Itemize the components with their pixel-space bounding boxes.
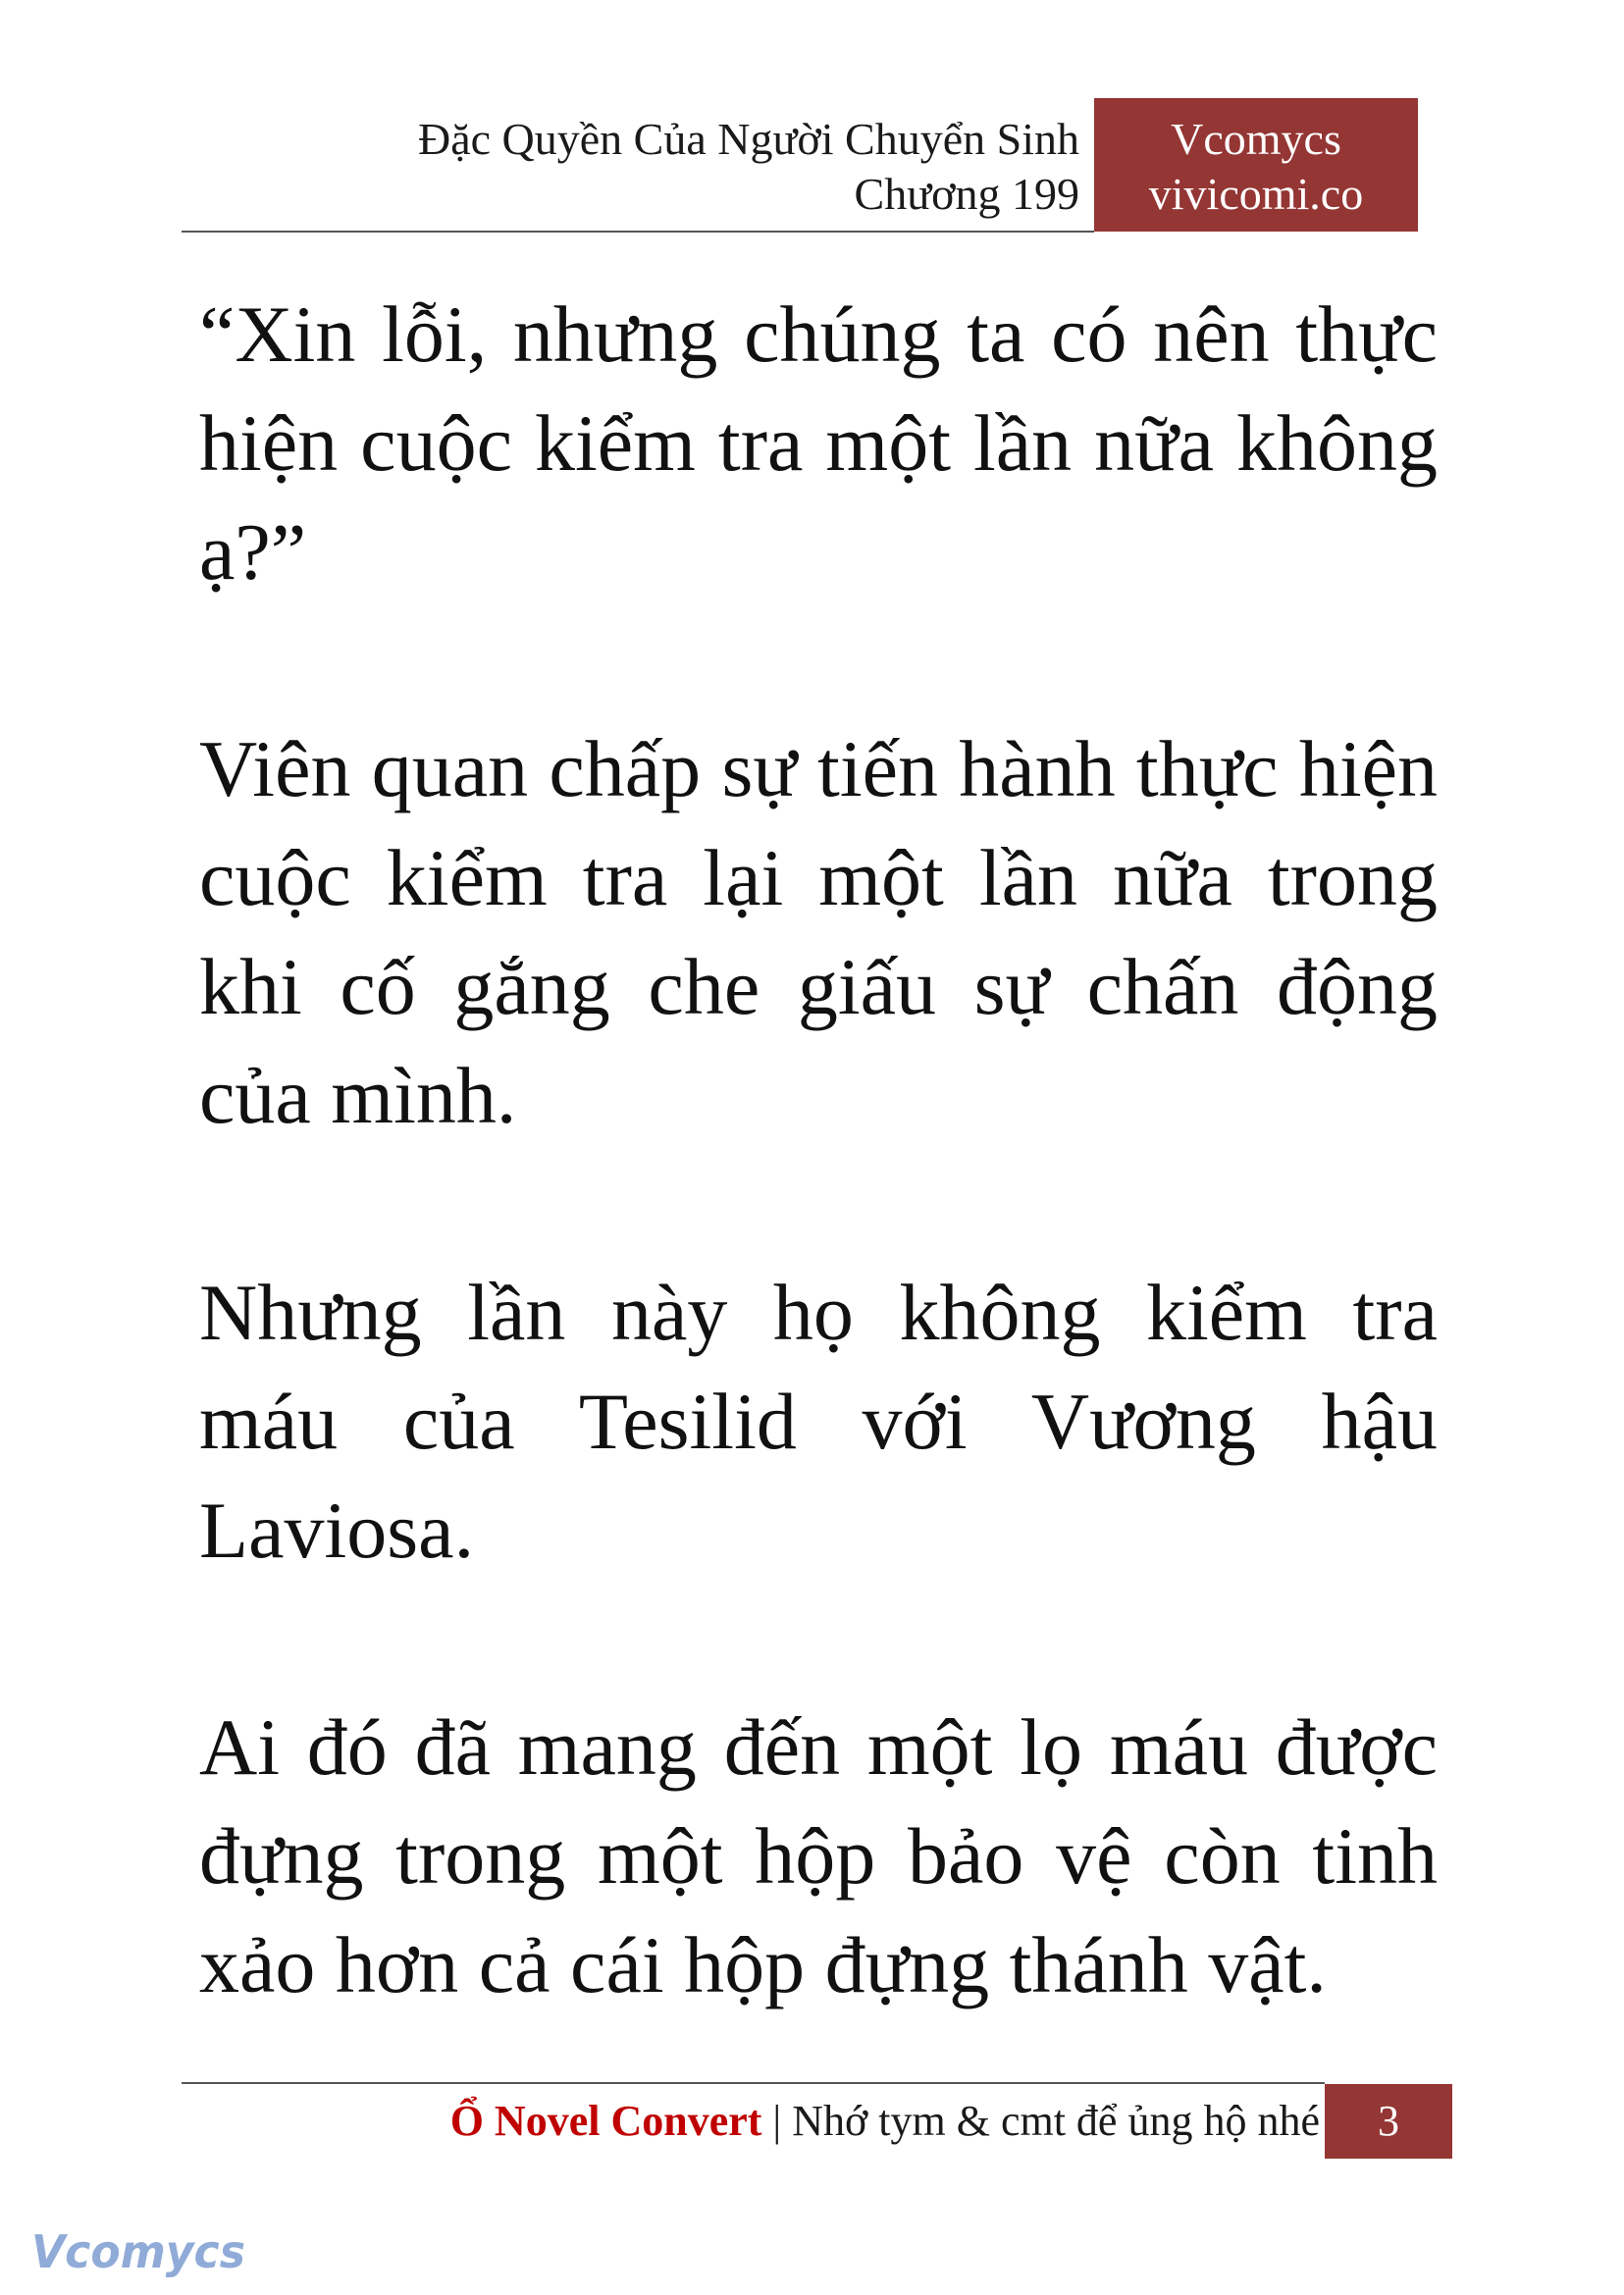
vcomycs-watermark-logo [27, 2222, 253, 2281]
book-title: Đặc Quyền Của Người Chuyển Sinh [417, 114, 1079, 164]
site-badge-name: Vcomycs [1171, 114, 1341, 164]
paragraph: Viên quan chấp sự tiến hành thực hiện cuộc kiểm tra lại một lần nữa trong khi cố gắng che giấu sự chấn động của mình. [199, 724, 1438, 1140]
footer-brand: Ổ Novel Convert [449, 2097, 762, 2145]
page-number: 3 [1325, 2084, 1452, 2159]
site-badge-url: vivicomi.co [1148, 169, 1364, 219]
paragraph: Nhưng lần này họ không kiểm tra máu của Tesilid với Vương hậu Laviosa. [199, 1268, 1438, 1575]
chapter-body [199, 280, 1438, 2019]
header-text [418, 112, 1079, 222]
footer-message: Nhớ tym & cmt để ủng hộ nhé [792, 2097, 1320, 2145]
paragraph: Ai đó đã mang đến một lọ máu được đựng trong một hộp bảo vệ còn tinh xảo hơn cả cái hộp đựng thánh vật. [199, 1702, 1438, 2009]
page-header [182, 98, 1418, 232]
page-footer [182, 2084, 1452, 2155]
footer-text [450, 2094, 1320, 2149]
svg-text:Vcomycs: Vcomycs [31, 2225, 245, 2278]
watermark-logo-graphic [27, 2222, 253, 2281]
paragraph: “Xin lỗi, nhưng chúng ta có nên thực hiện cuộc kiểm tra một lần nữa không ạ?” [199, 289, 1438, 597]
chapter-label: Chương 199 [854, 169, 1079, 219]
header-divider [182, 231, 1094, 233]
footer-separator: | [761, 2097, 793, 2145]
site-badge [1094, 98, 1418, 232]
